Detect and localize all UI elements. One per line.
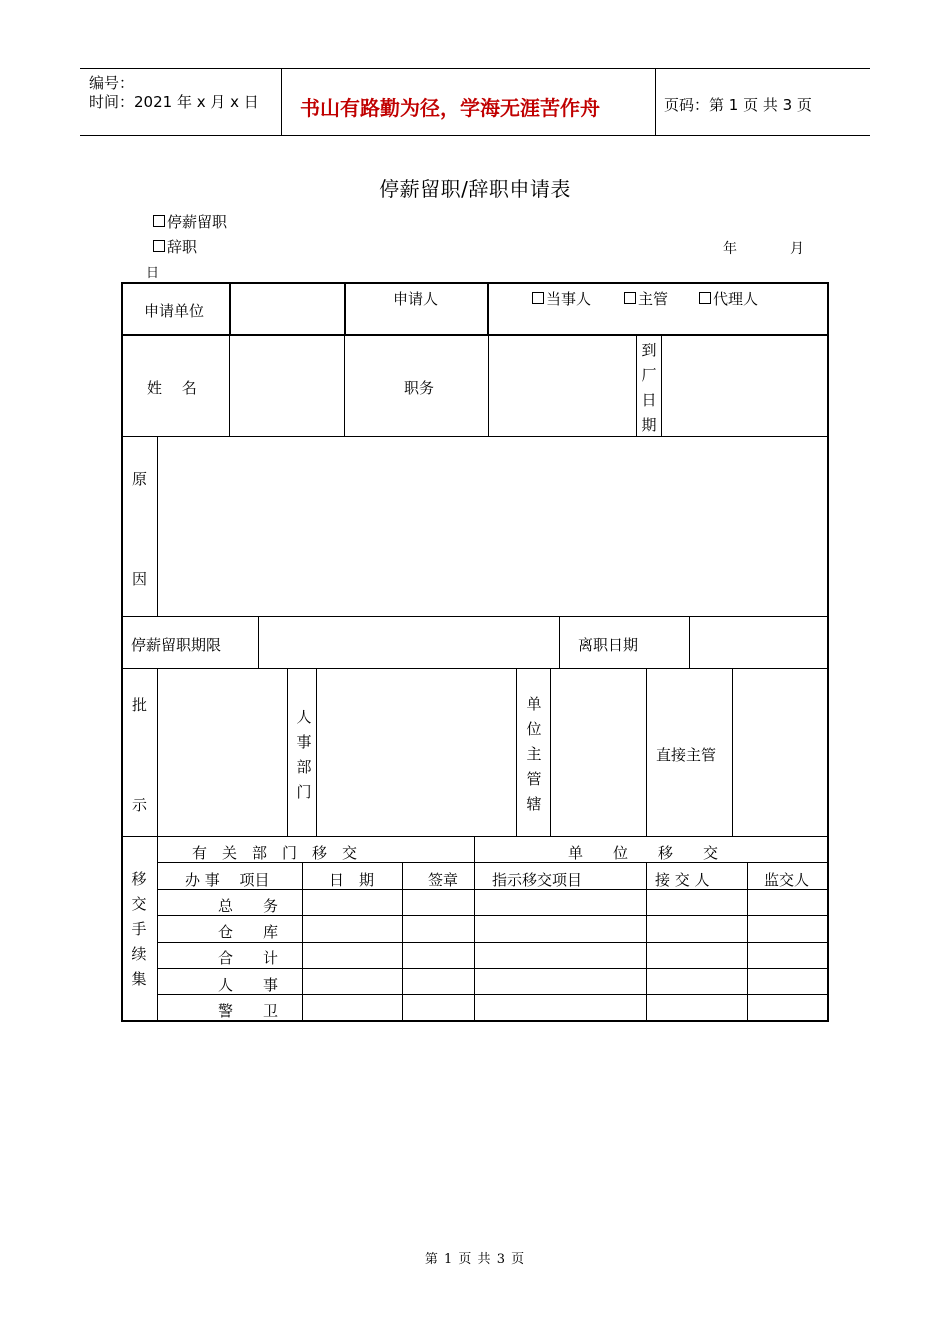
table-rule: [689, 616, 690, 669]
table-rule: [827, 282, 829, 1022]
number-label: 编号：: [89, 74, 135, 92]
col-instruct-item: 指示移交项目: [492, 871, 583, 889]
header-top-rule: [80, 68, 870, 69]
date-day: 日: [146, 266, 160, 281]
row-general-affairs: 总 务: [218, 897, 279, 915]
checkbox-icon[interactable]: [699, 292, 711, 304]
row-personnel: 人 事: [218, 976, 279, 994]
table-rule: [287, 668, 288, 837]
header-divider-1: [281, 68, 282, 135]
input-arrival-date[interactable]: [663, 337, 826, 435]
col-handling-item: 办 事 项目: [185, 871, 270, 889]
header-divider-2: [655, 68, 656, 135]
col-receiver: 接 交 人: [655, 871, 710, 889]
date-month: 月: [790, 241, 804, 257]
row-warehouse: 仓 库: [218, 923, 279, 941]
table-rule: [121, 436, 829, 437]
time-label: 时间：2021 年 x 月 x 日: [89, 93, 259, 111]
checkbox-icon[interactable]: [153, 240, 165, 252]
label-unit-handover: 单 位 移 交: [568, 844, 719, 862]
table-rule: [157, 668, 158, 837]
table-rule: [646, 668, 647, 837]
page-title: 停薪留职/辞职申请表: [379, 177, 571, 201]
table-rule: [559, 616, 560, 669]
header-bottom-rule: [80, 135, 870, 136]
table-rule: [121, 282, 829, 284]
row-total: 合 计: [218, 949, 279, 967]
table-rule: [121, 282, 123, 1022]
table-rule: [258, 616, 259, 669]
label-leave-date: 离职日期: [578, 636, 639, 654]
col-supervisor: 监交人: [764, 871, 810, 889]
input-apply-unit[interactable]: [232, 285, 343, 333]
table-rule: [121, 616, 829, 617]
col-date: 日 期: [329, 871, 375, 889]
label-applicant: 申请人: [393, 290, 439, 308]
option-supervisor[interactable]: 主管: [624, 288, 668, 309]
table-rule: [488, 335, 489, 437]
label-approve-bottom: 示: [132, 796, 148, 814]
checkbox-icon[interactable]: [532, 292, 544, 304]
label-direct-supervisor: 直接主管: [656, 746, 717, 764]
label-apply-unit: 申请单位: [144, 302, 205, 320]
table-rule: [550, 668, 551, 837]
slogan: 书山有路勤为径，学海无涯苦作舟: [300, 96, 600, 120]
table-rule: [344, 282, 346, 336]
table-rule: [402, 862, 403, 1021]
table-rule: [732, 668, 733, 837]
table-rule: [316, 668, 317, 837]
input-leave-date[interactable]: [691, 618, 826, 667]
table-rule: [302, 862, 303, 1021]
table-rule: [229, 282, 231, 336]
label-position: 职务: [404, 379, 435, 397]
input-name[interactable]: [231, 337, 343, 435]
table-rule: [157, 942, 828, 943]
option-party[interactable]: 当事人: [532, 288, 591, 309]
label-reason-top: 原: [132, 470, 148, 488]
date-year: 年: [723, 241, 737, 257]
table-rule: [636, 335, 637, 437]
table-rule: [157, 968, 828, 969]
label-approve-top: 批: [132, 696, 148, 714]
table-rule: [661, 335, 662, 437]
label-reason-bottom: 因: [132, 570, 148, 588]
checkbox-icon[interactable]: [624, 292, 636, 304]
label-arrival-date: 到厂日期: [641, 341, 657, 434]
table-rule: [121, 334, 829, 336]
table-rule: [229, 335, 230, 437]
table-rule: [487, 282, 489, 336]
input-position[interactable]: [490, 337, 635, 435]
label-name: 姓 名: [147, 379, 197, 397]
option-agent[interactable]: 代理人: [699, 288, 758, 309]
row-security: 警 卫: [218, 1002, 279, 1020]
col-seal: 签章: [428, 871, 459, 889]
table-rule: [747, 862, 748, 1021]
table-rule: [646, 862, 647, 1021]
table-rule: [157, 436, 158, 617]
table-rule: [344, 335, 345, 437]
checkbox-icon[interactable]: [153, 215, 165, 227]
label-suspend-period: 停薪留职期限: [131, 636, 222, 654]
page-footer: 第 1 页 共 3 页: [424, 1252, 526, 1267]
input-reason[interactable]: [159, 438, 826, 615]
option-resign[interactable]: 辞职: [153, 236, 197, 257]
table-rule: [121, 836, 829, 837]
label-hr-dept: 人事部门: [296, 708, 312, 801]
table-rule: [516, 668, 517, 837]
page-code: 页码：第 1 页 共 3 页: [664, 96, 812, 114]
label-dept-handover: 有 关 部 门 移 交: [192, 844, 358, 862]
table-rule: [121, 668, 829, 669]
label-unit-head: 单位主管辖: [526, 695, 542, 813]
input-suspend-period[interactable]: [260, 618, 558, 667]
option-suspend[interactable]: 停薪留职: [153, 211, 227, 232]
label-handover-section: 移交手续集: [131, 870, 147, 988]
